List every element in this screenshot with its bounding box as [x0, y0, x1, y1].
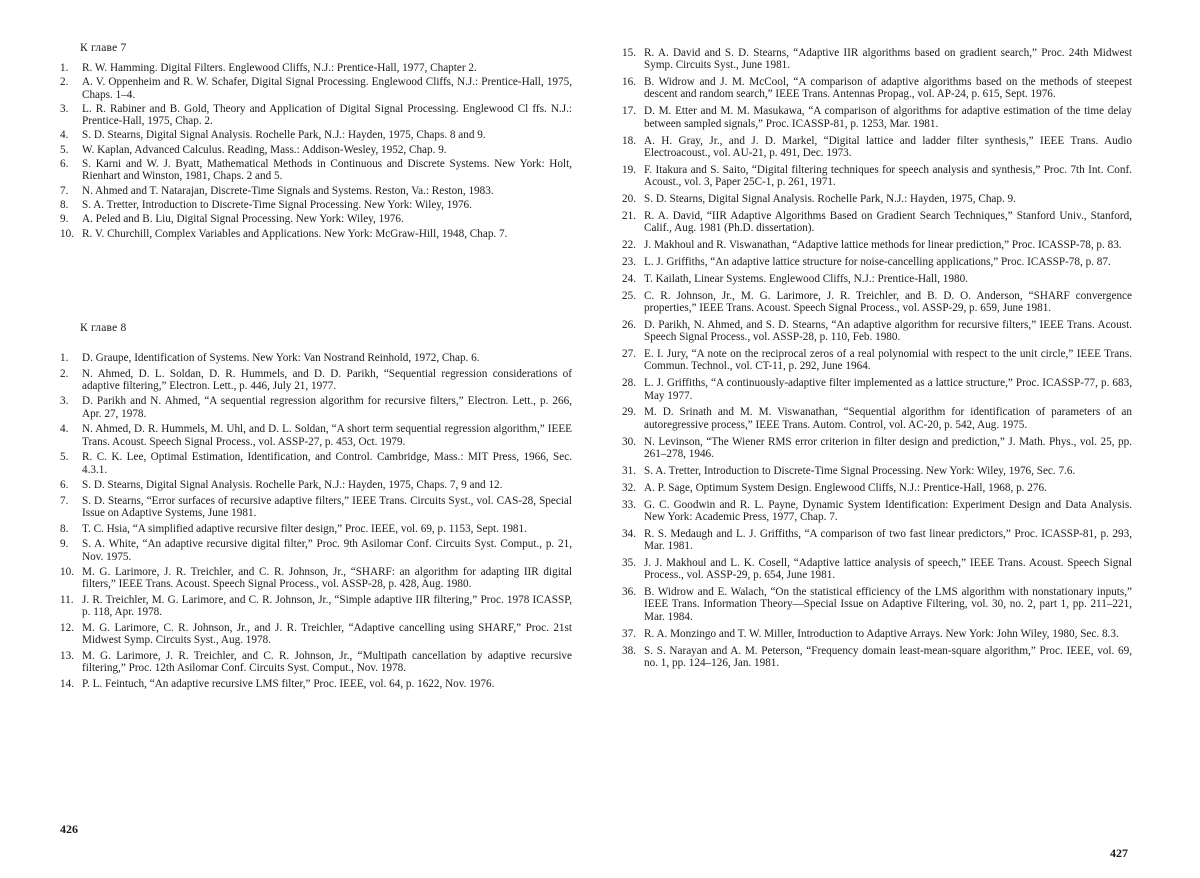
reference-text: L. R. Rabiner and B. Gold, Theory and Application of Digital Signal Processing. Englewood Cl ffs. N.J.: Prentice-Hall, 1975, Chap. 2.: [82, 102, 572, 128]
reference-item: [60, 538, 572, 563]
reference-number: 28.: [622, 377, 636, 390]
reference-text: T. C. Hsia, “A simplified adaptive recursive filter design,” Proc. IEEE, vol. 69, p. 1153, Sept. 1981.: [82, 522, 527, 535]
reference-item: [60, 423, 572, 448]
reference-list-chapter-8-continued: [622, 47, 1132, 674]
reference-text: A. V. Oppenheim and R. W. Schafer, Digital Signal Processing. Englewood Cliffs, N.J.: Prentice-Hall, 1975, Chaps. 1–4.: [82, 76, 572, 101]
reference-number: 22.: [622, 239, 636, 252]
reference-text: W. Kaplan, Advanced Calculus. Reading, Mass.: Addison-Wesley, 1952, Chap. 9.: [82, 143, 447, 156]
reference-number: 19.: [622, 163, 636, 176]
reference-number: 13.: [60, 649, 74, 662]
reference-number: 6.: [60, 158, 69, 171]
reference-item: [622, 528, 1132, 553]
reference-number: 25.: [622, 289, 636, 302]
reference-text: A. Peled and B. Liu, Digital Signal Processing. New York: Wiley, 1976.: [82, 213, 404, 226]
reference-item: [622, 348, 1132, 373]
reference-text: R. V. Churchill, Complex Variables and Applications. New York: McGraw-Hill, 1948, Chap. 7.: [82, 227, 508, 240]
reference-number: 3.: [60, 102, 69, 115]
reference-text: M. G. Larimore, C. R. Johnson, Jr., and J. R. Treichler, “Adaptive cancelling using SHARF,” Proc. 21st Midwest Symp. Circuits Syst., Aug. 1978.: [82, 621, 572, 647]
reference-item: [60, 103, 572, 128]
reference-number: 23.: [622, 255, 636, 268]
reference-text: E. I. Jury, “A note on the reciprocal zeros of a real polynomial with respect to the unit circle,” IEEE Trans. Commun. Technol., vol. CT-11, p. 292, June 1964.: [644, 348, 1132, 373]
reference-item: [60, 144, 572, 156]
reference-number: 32.: [622, 481, 636, 494]
reference-text: R. C. K. Lee, Optimal Estimation, Identification, and Control. Cambridge, Mass.: MIT Press, 1966, Sec. 4.3.1.: [82, 451, 572, 476]
reference-text: N. Levinson, “The Wiener RMS error criterion in filter design and prediction,” J. Math. Phys., vol. 25, pp. 261–278, 1946.: [644, 435, 1132, 460]
left-page: [60, 0, 572, 878]
reference-text: T. Kailath, Linear Systems. Englewood Cliffs, N.J.: Prentice-Hall, 1980.: [644, 272, 968, 285]
reference-text: L. J. Griffiths, “An adaptive lattice structure for noise-cancelling applications,” Proc. ICASSP-78, p. 87.: [644, 255, 1111, 268]
reference-text: D. Graupe, Identification of Systems. New York: Van Nostrand Reinhold, 1972, Chap. 6.: [82, 352, 480, 364]
reference-number: 11.: [60, 594, 74, 607]
reference-item: [622, 465, 1132, 477]
reference-number: 27.: [622, 348, 636, 361]
reference-text: D. M. Etter and M. M. Masukawa, “A comparison of algorithms for adaptive estimation of the time delay between sampled signals,” Proc. ICASSP-81, p. 1253, Mar. 1981.: [644, 105, 1132, 130]
reference-item: [622, 164, 1132, 189]
reference-text: S. D. Stearns, Digital Signal Analysis. Rochelle Park, N.J.: Hayden, 1975, Chaps. 8 and 9.: [82, 129, 486, 142]
reference-number: 30.: [622, 435, 636, 448]
reference-text: J. J. Makhoul and L. K. Cosell, “Adaptive lattice analysis of speech,” IEEE Trans. Acoust. Speech Signal Process., vol. ASSP-29, p. 654, June 1981.: [644, 556, 1132, 582]
reference-text: R. A. David, “IIR Adaptive Algorithms Based on Gradient Search Techniques,” Stanford Univ., Stanford, Calif., Aug. 1981 (Ph.D. dissertation).: [644, 209, 1132, 235]
reference-item: [622, 436, 1132, 461]
reference-number: 10.: [60, 566, 74, 579]
reference-text: S. S. Narayan and A. M. Peterson, “Frequency domain least-mean-square algorithm,” Proc. IEEE, vol. 69, no. 1, pp. 124–126, Jan. 1981.: [644, 644, 1132, 669]
reference-item: [60, 395, 572, 420]
reference-item: [622, 76, 1132, 101]
reference-number: 33.: [622, 498, 636, 511]
reference-list-chapter-7: [60, 62, 572, 242]
reference-list-chapter-8: [60, 352, 572, 693]
reference-text: N. Ahmed and T. Natarajan, Discrete-Time Signals and Systems. Reston, Va.: Reston, 1983.: [82, 184, 494, 197]
reference-number: 15.: [622, 47, 636, 59]
reference-item: [622, 135, 1132, 160]
reference-item: [622, 210, 1132, 235]
reference-item: [60, 451, 572, 476]
reference-number: 1.: [60, 62, 69, 74]
reference-number: 7.: [60, 494, 69, 507]
reference-item: [622, 256, 1132, 268]
reference-item: [60, 368, 572, 393]
reference-text: S. A. White, “An adaptive recursive digital filter,” Proc. 9th Asilomar Conf. Circuits Syst. Comput., p. 21, Nov. 1975.: [82, 538, 572, 563]
reference-text: R. A. Monzingo and T. W. Miller, Introduction to Adaptive Arrays. New York: John Wiley, 1980, Sec. 8.3.: [644, 627, 1119, 640]
reference-text: L. J. Griffiths, “A continuously-adaptive filter implemented as a lattice structure,” Proc. ICASSP-77, p. 683, May 1977.: [644, 377, 1132, 402]
reference-number: 2.: [60, 76, 69, 89]
reference-text: A. P. Sage, Optimum System Design. Englewood Cliffs, N.J.: Prentice-Hall, 1968, p. 276.: [644, 481, 1047, 494]
reference-item: [622, 377, 1132, 402]
reference-number: 37.: [622, 627, 636, 640]
reference-item: [60, 76, 572, 101]
reference-item: [622, 482, 1132, 494]
reference-item: [622, 645, 1132, 670]
reference-number: 9.: [60, 538, 69, 551]
reference-number: 31.: [622, 464, 636, 477]
reference-item: [60, 158, 572, 183]
reference-number: 26.: [622, 318, 636, 331]
reference-text: S. A. Tretter, Introduction to Discrete-Time Signal Processing. New York: Wiley, 1976, Sec. 7.6.: [644, 464, 1076, 477]
reference-text: S. A. Tretter, Introduction to Discrete-Time Signal Processing. New York: Wiley, 1976.: [82, 198, 472, 211]
reference-text: B. Widrow and E. Walach, “On the statistical efficiency of the LMS algorithm with nonstationary inputs,” IEEE Trans. Information Theory—Special Issue on Adaptive Filtering, vol. 30, no. 2, part 1, pp. 211–221, Mar. 1984.: [644, 586, 1132, 623]
reference-number: 12.: [60, 621, 74, 634]
reference-text: S. D. Stearns, Digital Signal Analysis. Rochelle Park, N.J.: Hayden, 1975, Chap. 9.: [644, 192, 1016, 205]
reference-item: [60, 594, 572, 619]
reference-number: 14.: [60, 677, 74, 690]
reference-number: 16.: [622, 76, 636, 89]
reference-item: [622, 47, 1132, 72]
reference-number: 35.: [622, 556, 636, 569]
reference-item: [60, 228, 572, 240]
right-page: [622, 0, 1132, 878]
reference-item: [622, 628, 1132, 640]
reference-text: R. W. Hamming. Digital Filters. Englewood Cliffs, N.J.: Prentice-Hall, 1977, Chapter 2.: [82, 62, 477, 74]
reference-number: 34.: [622, 527, 636, 540]
reference-item: [60, 62, 572, 74]
reference-item: [622, 193, 1132, 205]
reference-text: S. Karni and W. J. Byatt, Mathematical Methods in Continuous and Discrete Systems. New York: Holt, Rienhart and Winston, 1981, Chaps. 2 and 5.: [82, 158, 572, 183]
reference-number: 18.: [622, 134, 636, 147]
reference-number: 36.: [622, 586, 636, 599]
reference-item: [60, 678, 572, 690]
reference-item: [622, 105, 1132, 130]
reference-item: [622, 239, 1132, 251]
reference-number: 7.: [60, 184, 69, 197]
reference-item: [60, 129, 572, 141]
reference-item: [60, 523, 572, 535]
reference-text: A. H. Gray, Jr., and J. D. Markel, “Digital lattice and ladder filter synthesis,” IEEE Trans. Audio Electroacoust., vol. AU-21, p. 491, Dec. 1973.: [644, 134, 1132, 159]
reference-number: 2.: [60, 367, 69, 380]
reference-text: J. Makhoul and R. Viswanathan, “Adaptive lattice methods for linear prediction,” Proc. ICASSP-78, p. 83.: [644, 239, 1122, 252]
reference-number: 17.: [622, 105, 636, 118]
reference-number: 6.: [60, 479, 69, 492]
reference-item: [622, 557, 1132, 582]
reference-number: 4.: [60, 129, 69, 142]
reference-item: [60, 185, 572, 197]
reference-text: N. Ahmed, D. L. Soldan, D. R. Hummels, and D. D. Parikh, “Sequential regression considerations of adaptive filtering,” Electron. Lett., p. 446, July 21, 1977.: [82, 367, 572, 392]
reference-number: 1.: [60, 352, 69, 364]
reference-number: 5.: [60, 143, 69, 156]
reference-text: S. D. Stearns, “Error surfaces of recursive adaptive filters,” IEEE Trans. Circuits Syst., vol. CAS-28, Special Issue on Adaptive Systems, June 1981.: [82, 494, 572, 520]
reference-item: [60, 495, 572, 520]
reference-text: P. L. Feintuch, “An adaptive recursive LMS filter,” Proc. IEEE, vol. 64, p. 1622, Nov. 1976.: [82, 677, 495, 690]
section-heading-chapter-7: К главе 7: [80, 42, 127, 54]
page-number-left: 426: [60, 822, 78, 836]
reference-text: J. R. Treichler, M. G. Larimore, and C. R. Johnson, Jr., “Simple adaptive IIR filtering,” Proc. 1978 ICASSP, p. 118, Apr. 1978.: [82, 594, 572, 619]
reference-text: G. C. Goodwin and R. L. Payne, Dynamic System Identification: Experiment Design and Data Analysis. New York: Academic Press, 1977, Chap. 7.: [644, 498, 1132, 523]
reference-number: 24.: [622, 272, 636, 285]
reference-item: [60, 352, 572, 364]
reference-text: M. D. Srinath and M. M. Viswanathan, “Sequential algorithm for identification of parameters of an autoregressive process,” IEEE Trans. Autom. Control, vol. AC-20, p. 542, Aug. 1975.: [644, 406, 1132, 431]
reference-item: [60, 199, 572, 211]
reference-item: [60, 566, 572, 591]
reference-text: B. Widrow and J. M. McCool, “A comparison of adaptive algorithms based on the methods of steepest descent and random search,” IEEE Trans. Antennas Propag., vol. AP-24, p. 615, Sept. 1976.: [644, 76, 1132, 101]
reference-number: 9.: [60, 213, 69, 226]
reference-number: 5.: [60, 451, 69, 464]
reference-number: 4.: [60, 423, 69, 436]
reference-number: 20.: [622, 192, 636, 205]
reference-number: 29.: [622, 406, 636, 419]
reference-item: [60, 650, 572, 675]
reference-text: C. R. Johnson, Jr., M. G. Larimore, J. R. Treichler, and B. D. O. Anderson, “SHARF convergence properties,” IEEE Trans. Acoust. Speech Signal Process., vol. ASSP-29, p. 659, June 1981.: [644, 289, 1132, 314]
reference-item: [60, 479, 572, 491]
reference-text: S. D. Stearns, Digital Signal Analysis. Rochelle Park, N.J.: Hayden, 1975, Chaps. 7, 9 and 12.: [82, 479, 503, 492]
reference-number: 8.: [60, 198, 69, 211]
reference-item: [622, 290, 1132, 315]
reference-text: D. Parikh, N. Ahmed, and S. D. Stearns, “An adaptive algorithm for recursive filters,” IEEE Trans. Acoust. Speech Signal Process., vol. ASSP-28, p. 110, Feb. 1980.: [644, 318, 1132, 344]
reference-text: M. G. Larimore, J. R. Treichler, and C. R. Johnson, Jr., “SHARF: an algorithm for adapting IIR digital filters,” IEEE Trans. Acoust. Speech Signal Process., vol. ASSP-28, p. 428, Aug. 1980.: [82, 566, 572, 591]
reference-item: [622, 499, 1132, 524]
reference-text: M. G. Larimore, J. R. Treichler, and C. R. Johnson, Jr., “Multipath cancellation by adaptive recursive filtering,” Proc. 12th Asilomar Conf. Circuits Syst. Comput., Nov. 1978.: [82, 649, 572, 675]
reference-item: [622, 319, 1132, 344]
reference-text: N. Ahmed, D. R. Hummels, M. Uhl, and D. L. Soldan, “A short term sequential regression algorithm,” IEEE Trans. Acoust. Speech Signal Process., vol. ASSP-27, p. 453, Oct. 1979.: [82, 423, 572, 448]
reference-text: R. S. Medaugh and L. J. Griffiths, “A comparison of two fast linear predictors,” Proc. ICASSP-81, p. 293, Mar. 1981.: [644, 527, 1132, 553]
reference-item: [622, 586, 1132, 623]
reference-number: 10.: [60, 227, 74, 240]
reference-number: 8.: [60, 522, 69, 535]
reference-number: 38.: [622, 644, 636, 657]
page-number-right: 427: [1110, 846, 1128, 860]
reference-item: [622, 406, 1132, 431]
reference-item: [622, 273, 1132, 285]
reference-item: [60, 213, 572, 225]
reference-item: [60, 622, 572, 647]
section-heading-chapter-8: К главе 8: [80, 322, 127, 334]
reference-text: D. Parikh and N. Ahmed, “A sequential regression algorithm for recursive filters,” Electron. Lett., p. 266, Apr. 27, 1978.: [82, 395, 572, 420]
reference-text: F. Itakura and S. Saito, “Digital filtering techniques for speech analysis and synthesis,” Proc. 7th Int. Conf. Acoust., vol. 3, Paper 25C-1, p. 261, 1971.: [644, 163, 1132, 189]
reference-number: 21.: [622, 209, 636, 222]
reference-text: R. A. David and S. D. Stearns, “Adaptive IIR algorithms based on gradient search,” Proc. 24th Midwest Symp. Circuits Syst., June 1981.: [644, 47, 1132, 72]
reference-number: 3.: [60, 395, 69, 408]
